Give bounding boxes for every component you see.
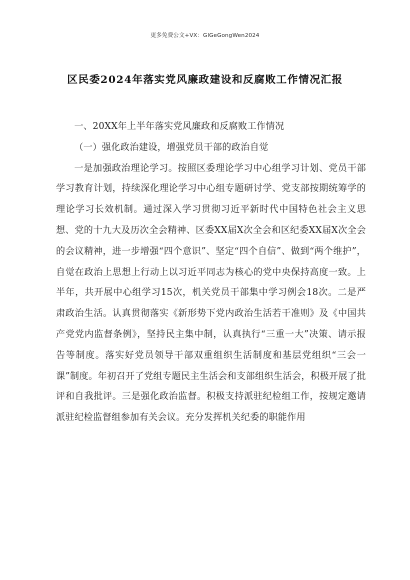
- subsection-heading: （一）强化政治建设，增强党员干部的政治自觉: [74, 142, 269, 153]
- body-paragraph: 一是加强政治理论学习。按照区委理论学习中心组学习计划、党员干部学习教育计划，持续深化理论学习中心组专题研讨学、党支部按期统筹学的理论学习长效机制。通过深入学习贯彻习近平新时代中国特色社会主义思想、党的十九大及历次全会精神、区委XX届X次全会和区纪委XX届X次全会的会议精神，进一步增强“四个意识”、坚定“四个自信”、做到“两个维护”，自觉在政治上思想上行动上以习近平同志为核心的党中央保持高度一致。上半年，共开展中心组学习15次，机关党员干部集中学习例会18次。二是严肃政治生活。认真贯彻落实《新形势下党内政治生活若干准则》及《中国共产党党内监督条例》，坚持民主集中制，认真执行“三重一大”决策、请示报告等制度。落实好党员领导干部双重组织生活制度和基层党组织“三会一课”制度。年初召开了党组专题民主生活会和支部组织生活会，积极开展了批评和自我批评。三是强化政治监督。积极支持派驻纪检组工作，按规定邀请派驻纪检监督组参加有关会议。充分发挥机关纪委的职能作用: [56, 163, 366, 424]
- document-body: [56, 117, 366, 429]
- section-heading: 一、20XX年上半年落实党风廉政和反腐败工作情况: [74, 122, 285, 132]
- document-title: 区民委2024年落实党风廉政建设和反腐败工作情况汇报: [67, 74, 343, 86]
- header-note: 更多免费公文+VX：GlGeGongWen2024: [150, 33, 260, 39]
